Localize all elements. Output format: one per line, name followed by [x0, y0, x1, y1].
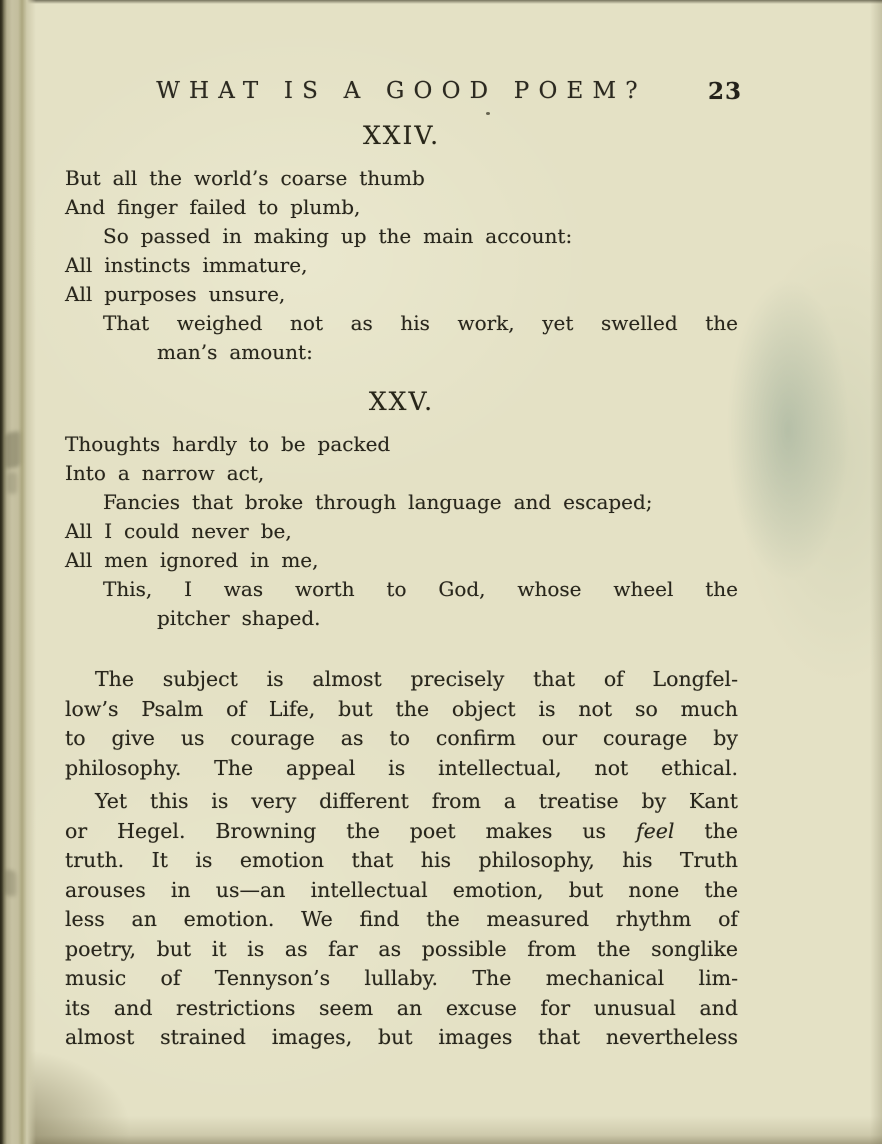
binding-crease: [7, 472, 17, 494]
prose-fragment: or Hegel. Browning the poet makes us: [65, 818, 637, 843]
running-title: WHAT IS A GOOD POEM?: [156, 78, 647, 104]
poem-line: All purposes unsure,: [65, 282, 286, 306]
poem-line: All instincts immature,: [65, 253, 308, 277]
poem-line: And finger failed to plumb,: [65, 195, 361, 219]
poem-line: man’s amount:: [157, 340, 313, 364]
binding-crease: [4, 869, 16, 897]
prose-line: low’s Psalm of Life, but the object is not so much: [65, 696, 738, 721]
poem-line: That weighed not as his work, yet swelled the: [103, 311, 738, 335]
prose-line: The subject is almost precisely that of Longfel-: [95, 667, 738, 691]
prose-line: arouses in us—an intellectual emotion, but none the: [65, 877, 738, 902]
poem-line: All I could never be,: [65, 519, 292, 543]
page-header: [65, 78, 742, 108]
poem-line: All men ignored in me,: [65, 548, 319, 572]
binding-crease: [5, 431, 20, 470]
stanza-heading-xxv: XXV.: [368, 387, 435, 416]
prose-line: almost strained images, but images that nevertheless: [65, 1025, 738, 1049]
prose-line: less an emotion. We find the measured rhythm of: [65, 907, 738, 931]
poem-line: Thoughts hardly to be packed: [65, 432, 391, 456]
poem-line: Fancies that broke through language and escaped;: [103, 490, 653, 514]
poem-line: But all the world’s coarse thumb: [65, 166, 425, 190]
prose-line: truth. It is emotion that his philosophy, his Truth: [65, 848, 738, 872]
prose-line: philosophy. The appeal is intellectual, not ethical.: [65, 755, 738, 780]
poem-line: So passed in making up the main account:: [103, 224, 573, 248]
commentary-paragraph-2: [65, 787, 738, 1053]
prose-line: to give us courage as to confirm our courage by: [65, 726, 738, 750]
page-number: 23: [707, 78, 742, 105]
stanza-xxv: [65, 430, 738, 633]
binding-edge: [0, 0, 36, 1144]
prose-fragment: the: [674, 818, 739, 843]
poem-line: Into a narrow act,: [65, 461, 265, 485]
prose-line: poetry, but it is as far as possible from the songlike: [65, 936, 738, 961]
stanza-xxiv: [65, 164, 738, 367]
stanza-heading-xxiv: XXIV.: [362, 121, 441, 150]
italic-word: feel: [636, 818, 675, 843]
prose-line: Yet this is very different from a treatise by Kant: [95, 789, 738, 813]
commentary-paragraph-1: [65, 665, 738, 783]
poem-line: pitcher shaped.: [157, 606, 321, 630]
page-content: [65, 78, 742, 1053]
poem-line: This, I was worth to God, whose wheel the: [103, 577, 738, 601]
prose-line: music of Tennyson’s lullaby. The mechanical lim-: [65, 966, 738, 990]
prose-line: its and restrictions seem an excuse for unusual and: [65, 995, 738, 1020]
prose-line: [65, 817, 738, 847]
